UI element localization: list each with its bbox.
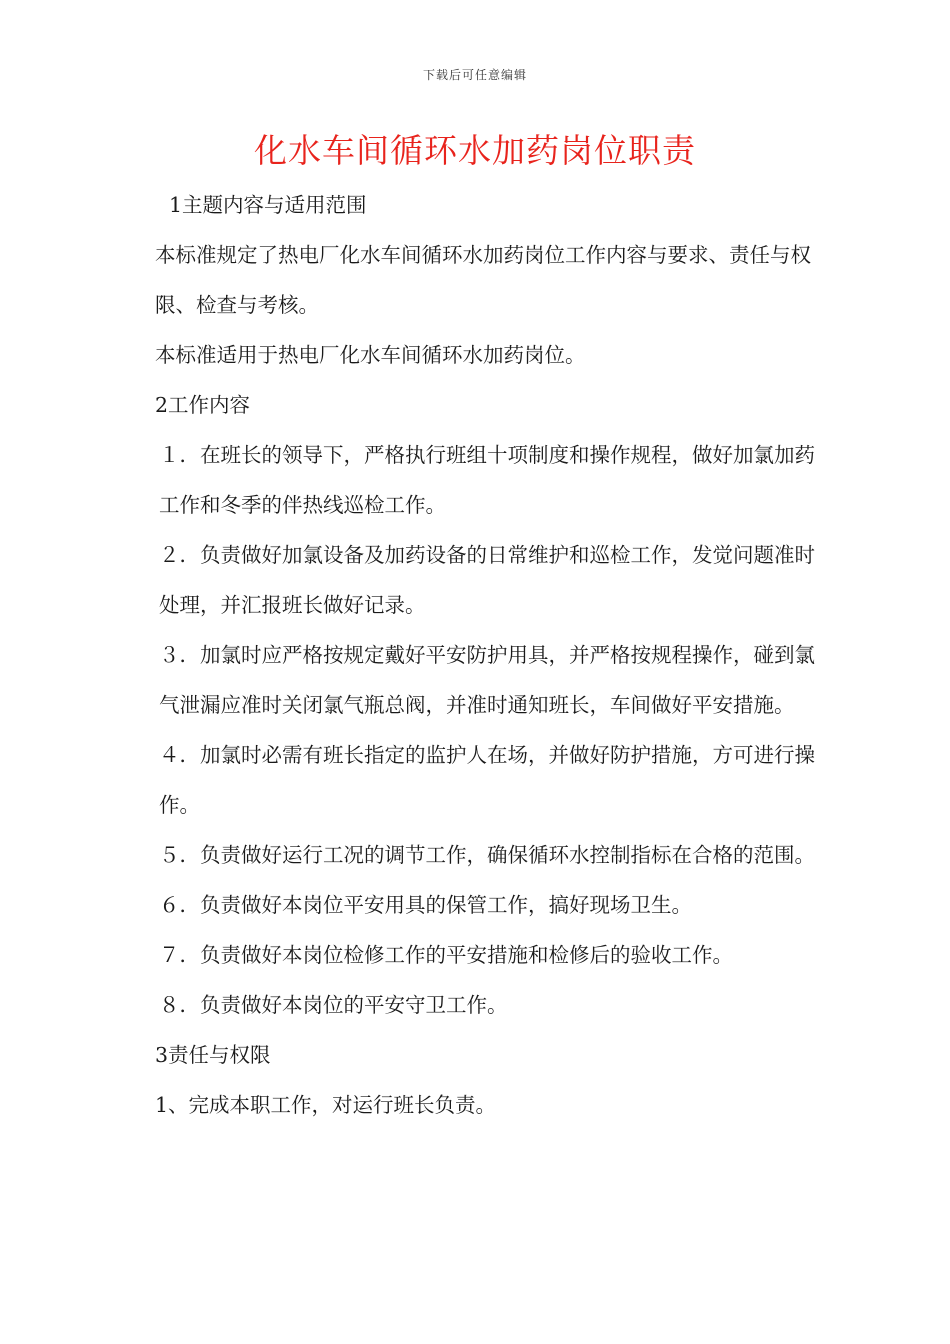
document-title: 化水车间循环水加药岗位职责 — [254, 131, 696, 170]
section-2-item-1: １．在班长的领导下，严格执行班组十项制度和操作规程，做好加氯加药工作和冬季的伴热线巡检工作。 — [159, 443, 815, 517]
section-2-item-6: ６．负责做好本岗位平安用具的保管工作，搞好现场卫生。 — [159, 893, 692, 917]
section-2-item-8: ８．负责做好本岗位的平安守卫工作。 — [159, 993, 508, 1017]
section-3-heading: 3责任与权限 — [155, 1043, 271, 1067]
section-2-heading: 2工作内容 — [155, 393, 251, 417]
section-2-item-4: ４．加氯时必需有班长指定的监护人在场，并做好防护措施，方可进行操作。 — [159, 743, 815, 817]
section-1-heading: 1主题内容与适用范围 — [169, 193, 367, 217]
section-2-item-3: ３．加氯时应严格按规定戴好平安防护用具，并严格按规程操作，碰到氯气泄漏应准时关闭氯气瓶总阀，并准时通知班长，车间做好平安措施。 — [159, 643, 815, 717]
section-2-item-5: ５．负责做好运行工况的调节工作，确保循环水控制指标在合格的范围。 — [159, 843, 815, 867]
section-3-item-1: 1、完成本职工作，对运行班长负责。 — [155, 1093, 497, 1117]
section-1-paragraph-1: 本标准规定了热电厂化水车间循环水加药岗位工作内容与要求、责任与权限、检查与考核。 — [155, 243, 811, 317]
section-1-paragraph-2: 本标准适用于热电厂化水车间循环水加药岗位。 — [155, 343, 586, 367]
section-2-item-7: ７．负责做好本岗位检修工作的平安措施和检修后的验收工作。 — [159, 943, 733, 967]
document-body — [145, 180, 815, 1130]
header-note: 下载后可任意编辑 — [422, 68, 527, 82]
section-2-item-2: ２．负责做好加氯设备及加药设备的日常维护和巡检工作，发觉问题准时处理，并汇报班长做好记录。 — [159, 543, 815, 617]
